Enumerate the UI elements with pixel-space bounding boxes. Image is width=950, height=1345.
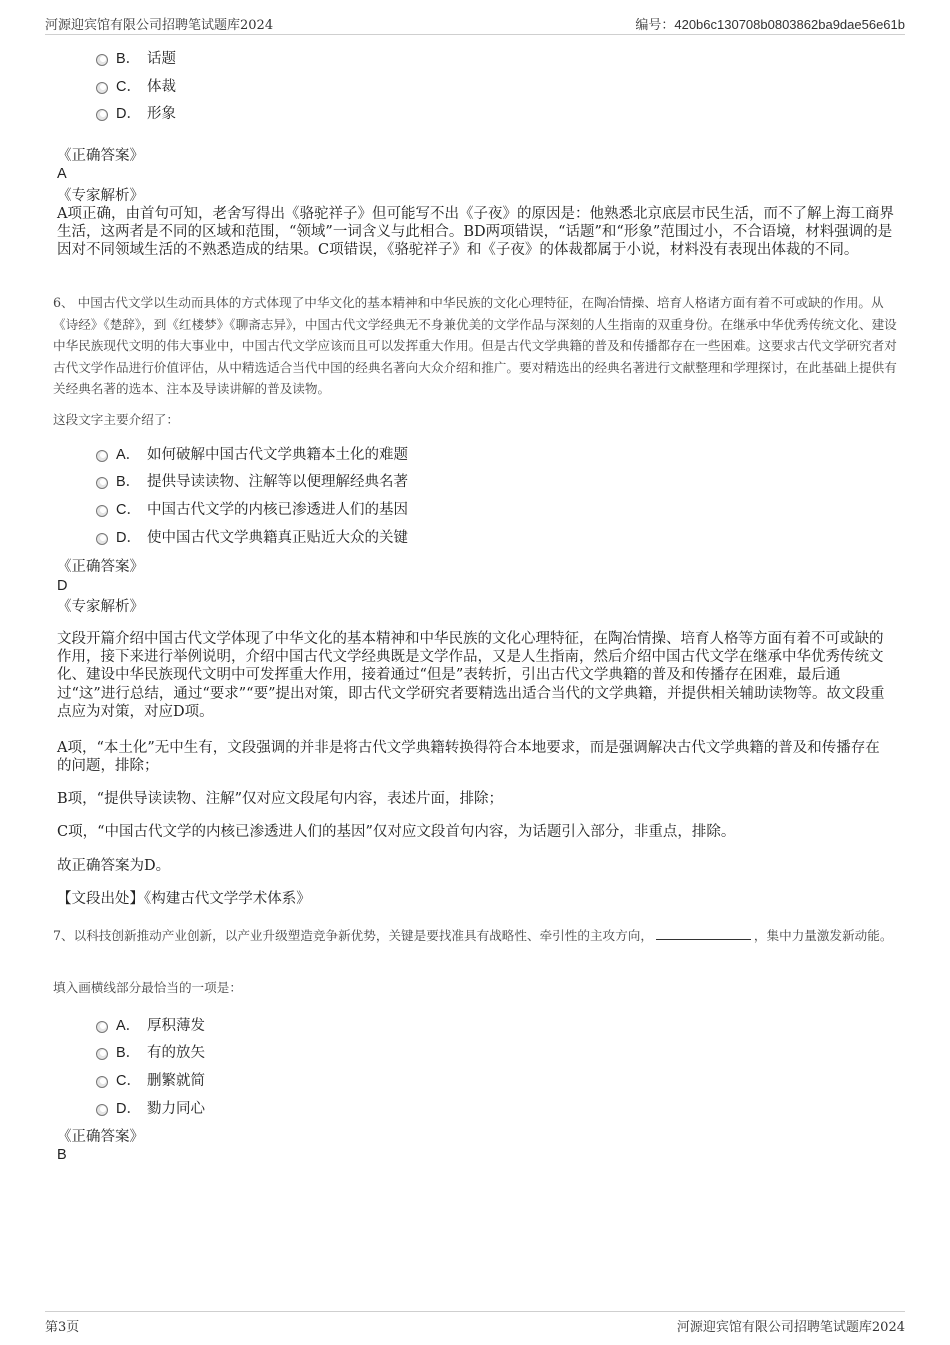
q6-answer-label: 《正确答案》 [57,559,144,575]
q7-answer: B [57,1147,67,1163]
q5-option-c[interactable]: C． 体裁 [96,74,176,96]
q5-analysis: A项正确，由首句可知，老舍写得出《骆驼祥子》但可能写不出《子夜》的原因是：他熟悉北京底层市民生活，而不了解上海工商界生活，这两者是不同的区域和范围，“领域”一词含义与此相合。BD两项错误，“话题”和“形象”范围过小，不合语境，材料强调的是因对不同领域生活的不熟悉造成的结果。C项错误，《骆驼祥子》和《子夜》的体裁都属于小说，材料没有表现出体裁的不同。 [57,206,894,259]
q7-stem: 7、以科技创新推动产业创新，以产业升级塑造竞争新优势，关键是要找准具有战略性、牵引性的主攻方向， ，集中力量激发新动能。 [53,928,893,943]
q5-answer: A [57,166,67,182]
option-text: 勠力同心 [147,1100,205,1117]
radio-icon[interactable] [96,82,108,94]
q7-option-a[interactable]: A． 厚积薄发 [96,1013,205,1035]
option-text: 有的放矢 [147,1044,205,1061]
radio-icon[interactable] [96,1076,108,1088]
q7-option-c[interactable]: C． 删繁就简 [96,1068,205,1090]
document-id: 编号：420b6c130708b0803862ba9dae56e61b [635,17,905,32]
q7-option-b[interactable]: B． 有的放矢 [96,1040,205,1062]
footer-title: 河源迎宾馆有限公司招聘笔试题库2024 [676,1320,905,1335]
q6-analysis-p5: 故正确答案为D。 [57,858,171,874]
option-text: 形象 [147,105,176,122]
q7-ask: 填入画横线部分最恰当的一项是： [53,980,242,995]
radio-icon[interactable] [96,109,108,121]
option-text: 厚积薄发 [147,1017,205,1034]
q6-analysis-p2: A项，“本土化”无中生有，文段强调的并非是将古代文学典籍转换得符合本地要求，而是强调解决古代文学典籍的普及和传播存在的问题，排除； [57,740,880,775]
radio-icon[interactable] [96,505,108,517]
q6-analysis-p3: B项，“提供导读读物、注解”仅对应文段尾句内容，表述片面，排除； [57,791,503,807]
radio-icon[interactable] [96,1048,108,1060]
radio-icon[interactable] [96,1021,108,1033]
radio-icon[interactable] [96,477,108,489]
q5-answer-label: 《正确答案》 [57,148,144,164]
q7-answer-label: 《正确答案》 [57,1129,144,1145]
radio-icon[interactable] [96,54,108,66]
page-header [45,12,905,35]
q6-analysis-p4: C项，“中国古代文学的内核已渗透进人们的基因”仅对应文段首句内容，为话题引入部分，非重点，排除。 [57,824,736,840]
option-text: 如何破解中国古代文学典籍本土化的难题 [147,446,408,463]
q5-analysis-label: 《专家解析》 [57,188,144,204]
q7-option-d[interactable]: D． 勠力同心 [96,1096,205,1118]
page-footer [45,1311,905,1336]
q6-stem: 6、 中国古代文学以生动而具体的方式体现了中华文化的基本精神和中华民族的文化心理特征，在陶冶情操、培育人格诸方面有着不可或缺的作用。从《诗经》《楚辞》，到《红楼梦》《聊斋志异》，中国古代文学经典无不身兼优美的文学作品与深刻的人生指南的双重身份。在继承中华优秀传统文化、建设中华民族现代文明的伟大事业中，中国古代文学应该而且可以发挥重大作用。但是古代文学典籍的普及和传播都存在一些困难。这要求古代文学研究者对古代文学作品进行价值评估，从中精选适合当代中国的经典名著向大众介绍和推广。要对精选出的经典名著进行文献整理和学理探讨，在此基础上提供有关经典名著的选本、注本及导读讲解的普及读物。 [53,295,897,396]
q5-option-b[interactable]: B． 话题 [96,46,176,68]
option-text: 中国古代文学的内核已渗透进人们的基因 [147,501,408,518]
q6-ask: 这段文字主要介绍了： [53,412,179,427]
q6-analysis-p1: 文段开篇介绍中国古代文学体现了中华文化的基本精神和中华民族的文化心理特征，在陶冶情操、培育人格等方面有着不可或缺的作用，接下来进行举例说明，介绍中国古代文学经典既是文学作品，又是人生指南，然后介绍中国古代文学在继承中华优秀传统文化、建设中华民族现代文明中可发挥重大作用，接着通过“但是”表转折，引出古代文学典籍的普及和传播存在困难，最后通过“这”进行总结，通过“要求”“要”提出对策，即古代文学研究者要精选出适合当代的文学典籍，并提供相关辅助读物等。故文段重点应为对策，对应D项。 [57,631,885,720]
radio-icon[interactable] [96,533,108,545]
q6-source: 【文段出处】《构建古代文学学术体系》 [57,891,311,907]
q6-option-c[interactable]: C． 中国古代文学的内核已渗透进人们的基因 [96,497,408,519]
q6-analysis-label: 《专家解析》 [57,599,144,615]
option-text: 体裁 [147,78,176,95]
radio-icon[interactable] [96,1104,108,1116]
option-text: 话题 [147,50,176,67]
header-title: 河源迎宾馆有限公司招聘笔试题库2024 [45,18,274,33]
q6-option-b[interactable]: B． 提供导读读物、注解等以便理解经典名著 [96,469,408,491]
q5-option-d[interactable]: D． 形象 [96,101,176,123]
q6-answer: D [57,578,68,594]
q6-option-a[interactable]: A． 如何破解中国古代文学典籍本土化的难题 [96,442,408,464]
page-number: 第3页 [45,1320,80,1335]
answer-blank [656,927,751,940]
option-text: 删繁就简 [147,1072,205,1089]
q6-option-d[interactable]: D． 使中国古代文学典籍真正贴近大众的关键 [96,525,408,547]
option-text: 使中国古代文学典籍真正贴近大众的关键 [147,529,408,546]
radio-icon[interactable] [96,450,108,462]
option-text: 提供导读读物、注解等以便理解经典名著 [147,473,408,490]
